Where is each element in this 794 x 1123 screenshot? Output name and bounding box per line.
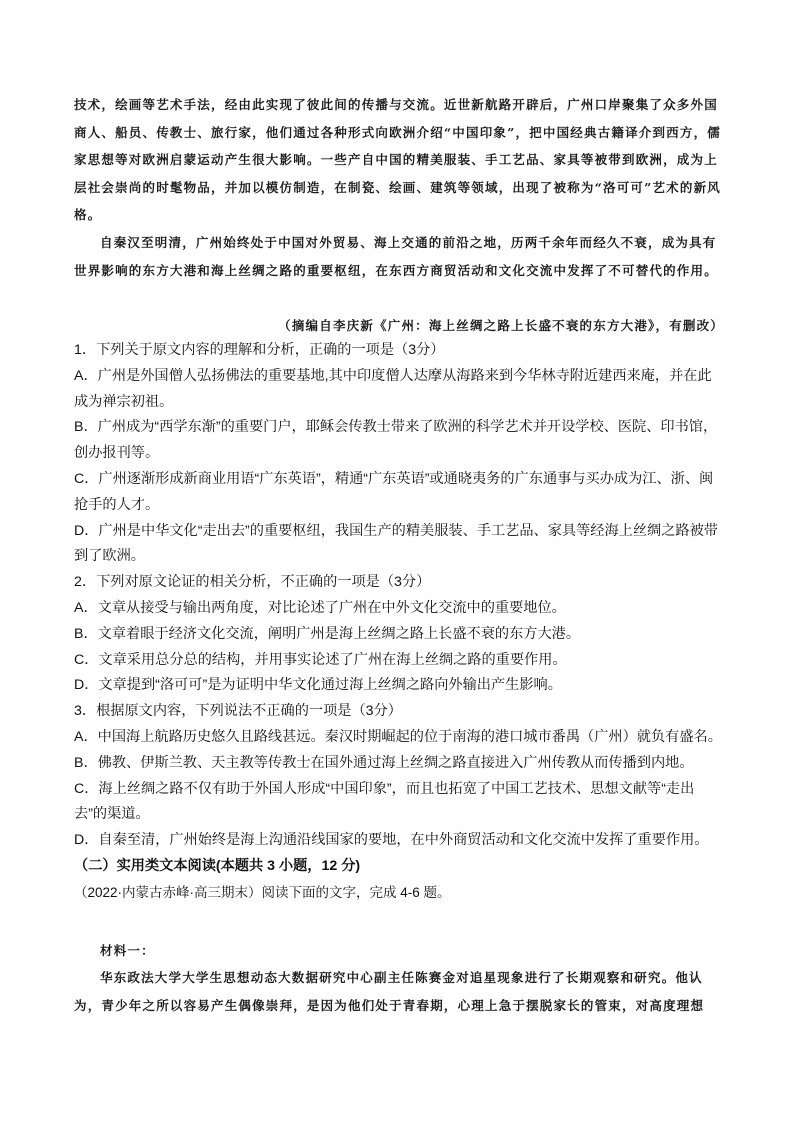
question-1-option-d: D．广州是中华文化“走出去”的重要枢纽，我国生产的精美服装、手工艺品、家具等经海上丝绸之路被带到了欧洲。 [74,522,718,565]
section-heading: （二）实用类文本阅读(本题共 3 小题，12 分) [74,857,361,874]
question-1-option-c: C．广州逐渐形成新商业用语“广东英语”，精通“广东英语”或通晓夷务的广东通事与买办成为江、浙、闽抢手的人才。 [74,470,714,513]
question-3-option-a: A．中国海上航路历史悠久且路线甚远。秦汉时期崛起的位于南海的港口城市番禺（广州）就负有盛名。 [74,728,722,745]
question-3-option-d: D．自秦至清，广州始终是海上沟通沿线国家的要地，在中外商贸活动和文化交流中发挥了重要作用。 [74,832,709,849]
material-paragraph: 华东政法大学大学生思想动态大数据研究中心副主任陈赛金对追星现象进行了长期观察和研究。他认为，青少年之所以容易产生偶像崇拜，是因为他们处于青春期，心理上急于摆脱家长的管束，对高度理想 [74,970,705,1013]
question-2-option-d: D．文章提到“洛可可”是为证明中华文化通过海上丝绸之路向外输出产生影响。 [74,677,562,694]
question-3-stem: 3．根据原文内容，下列说法不正确的一项是（3分） [74,703,402,720]
passage-source: （摘编自李庆新《广州：海上丝绸之路上长盛不衰的东方大港》，有删改） [278,318,724,333]
question-2-stem: 2．下列对原文论证的相关分析，不正确的一项是（3分） [74,574,431,591]
question-1-option-a: A．广州是外国僧人弘扬佛法的重要基地,其中印度僧人达摩从海路来到今华林寺附近建西来庵，并在此成为禅宗初祖。 [74,367,712,410]
question-list [74,338,724,906]
passage-paragraph-1: 技术，绘画等艺术手法，经由此实现了彼此间的传播与交流。近世新航路开辟后，广州口岸聚集了众多外国商人、船员、传教士、旅行家，他们通过各种形式向欧洲介绍“中国印象”，把中国经典古籍译介到西方，儒家思想等对欧洲启蒙运动产生很大影响。一些产自中国的精美服装、手工艺品、家具等被带到欧洲，成为上层社会崇尚的时髦物品，并加以模仿制造，在制瓷、绘画、建筑等领域，出现了被称为“洛可可”艺术的新风格。 [74,97,721,222]
question-3-option-b: B．佛教、伊斯兰教、天主教等传教士在国外通过海上丝绸之路直接进入广州传教从而传播到内地。 [74,754,694,771]
question-3-option-c: C．海上丝绸之路不仅有助于外国人形成“中国印象”，而且也拓宽了中国工艺技术、思想文献等“走出去”的渠道。 [74,780,695,823]
material-label: 材料一： [100,943,155,958]
question-1-stem: 1．下列关于原文内容的理解和分析，正确的一项是（3分） [74,342,445,358]
passage-paragraph-2: 自秦汉至明清，广州始终处于中国对外贸易、海上交通的前沿之地，历两千余年而经久不衰，成为具有世界影响的东方大港和海上丝绸之路的重要枢纽，在东西方商贸活动和文化交流中发挥了不可替代的作用。 [74,235,718,278]
question-2-option-c: C．文章采用总分总的结构，并用事实论述了广州在海上丝绸之路的重要作用。 [74,651,567,668]
question-2-option-b: B．文章着眼于经济文化交流，阐明广州是海上丝绸之路上长盛不衰的东方大港。 [74,625,581,642]
question-1-option-b: B．广州成为“西学东渐”的重要门户，耶稣会传教士带来了欧洲的科学艺术并开设学校、医院、印书馆，创办报刊等。 [74,419,718,462]
question-2-option-a: A．文章从接受与输出两角度，对比论述了广州在中外文化交流中的重要地位。 [74,599,566,616]
section-intro: （2022·内蒙古赤峰·高三期末）阅读下面的文字，完成 4-6 题。 [74,884,451,900]
